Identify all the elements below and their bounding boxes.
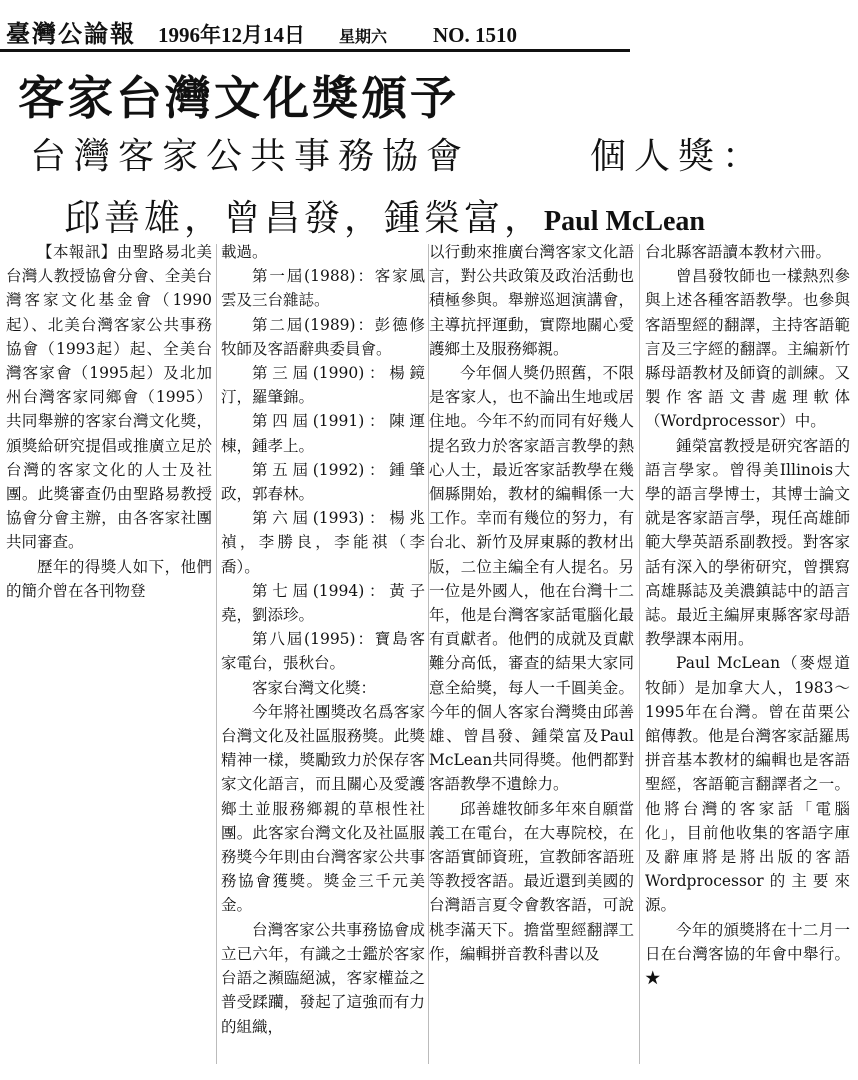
headline-winner-names: 邱善雄，曾昌發，鍾榮富， <box>64 198 545 239</box>
article-paragraph: 【本報訊】由聖路易北美台灣人教授協會分會、全美台灣客家文化基金會（1990起）、北美台灣客家公共事務協會（1993起）起、全美台灣客家會（1995起）及北加州台灣客家同鄉會（1995）共同舉辦的客家台灣文化獎，頒獎給研究提倡或推廣立足於台灣的客家文化的人士及社團。此獎審查仍由聖路易教授協會分會主辦，由各客家社團共同審查。 <box>6 243 212 552</box>
article-paragraph: 鍾榮富教授是研究客語的語言學家。曾得美Illinois大學的語言學博士，其博士論文就是客家語言學，現任高雄師範大學英語系副教授。對客家話有深入的學術研究，曾撰寫高雄縣誌及美濃鎮誌中的語言誌。最近主編屏東縣客家母語教學課本兩用。 <box>645 436 850 649</box>
award-history-item: 第二屆(1989)：彭德修牧師及客語辭典委員會。 <box>221 315 425 358</box>
article-paragraph: 今年的頒獎將在十二月一日在台灣客協的年會中舉行。★ <box>645 920 850 988</box>
column-divider <box>639 244 640 1064</box>
article-column-3 <box>429 240 634 966</box>
article-column-4 <box>645 240 850 990</box>
award-history-item: 第八屆(1995)：寶島客家電台，張秋台。 <box>221 630 425 673</box>
award-history-item: 第三屆(1990)：楊鏡汀，羅肇錦。 <box>221 364 425 407</box>
article-paragraph: 歷年的得獎人如下，他們的簡介曾在各刊物登 <box>6 557 212 600</box>
article-paragraph: 今年將社團獎改名爲客家台灣文化及社區服務獎。此獎精神一樣，獎勵致力於保存客家文化語言，而且關心及愛護鄉土並服務鄉親的草根性社團。此客家台灣文化及社區服務獎今年則由台灣客家公共事務協會獲獎。獎金三千元美金。 <box>221 702 425 915</box>
newspaper-name: 臺灣公論報 <box>6 19 136 48</box>
section-subhead: 客家台灣文化獎： <box>252 678 377 697</box>
issue-number: NO. 1510 <box>433 23 518 47</box>
article-paragraph: 曾昌發牧師也一樣熱烈參與上述各種客語教學。也參與客語聖經的翻譯，主持客語範言及三字經的翻譯。主編新竹縣母語教材及師資的訓練。又製作客語文書處理軟体（Wordprocessor）中。 <box>645 267 850 431</box>
headline-winner-latin: Paul McLean <box>544 206 706 237</box>
article-paragraph: 載過。 <box>221 243 268 261</box>
headline-main: 客家台灣文化獎頒予 <box>18 71 459 125</box>
headline-winners <box>64 190 705 241</box>
article-paragraph: 今年個人獎仍照舊，不限是客家人，也不論出生地或居住地。今年不約而同有好幾人提名致力於客家語言教學的熱心人士，最近客家話教學在幾個縣開始，教材的編輯係一大工作。幸而有幾位的努力，有台北、新竹及屏東縣的教材出版，二位主編全有人提名。另一位是外國人，他在台灣十二年，他是台灣客家話電腦化最有貢獻者。他們的成就及貢獻難分高低，審查的結果大家同意全給獎，每人一千圓美金。今年的個人客家台灣獎由邱善雄、曾昌發、鍾榮富及Paul McLean共同得獎。他們都對客語教學不遺餘力。 <box>429 364 634 794</box>
issue-weekday: 星期六 <box>339 27 388 46</box>
article-column-1 <box>6 240 212 603</box>
award-history-item: 第四屆(1991)：陳運棟，鍾孝上。 <box>221 412 425 455</box>
award-history-item: 第七屆(1994)：黃子堯，劉添珍。 <box>221 581 425 625</box>
masthead-rule <box>0 49 630 52</box>
masthead <box>6 14 518 48</box>
issue-date: 1996年12月14日 <box>158 23 305 47</box>
article-paragraph: 台灣客家公共事務協會成立已六年，有識之士鑑於客家台語之瀕臨絕滅，客家權益之普受蹂躪，發起了這強而有力的組織， <box>221 920 425 1036</box>
article-paragraph: 以行動來推廣台灣客家文化語言，對公共政策及政治活動也積極參與。舉辦巡迴演講會，主導抗抨運動，實際地關心愛護鄉土及服務鄉親。 <box>429 243 634 358</box>
headline-recipient-org: 台灣客家公共事務協會 <box>30 136 471 177</box>
article-paragraph: Paul McLean（麥煜道牧師）是加拿大人，1983～1995年在台灣。曾在苗栗公館傳教。他是台灣客家話羅馬拼音基本教材的編輯也是客語聖經，客語範言翻譯者之一。他將台灣的客家話「電腦化」，目前他收集的客語字庫及辭庫將是將出版的客語Wordprocessor的主要來源。 <box>645 654 850 915</box>
headline-individual-award: 個人獎： <box>590 136 767 177</box>
award-history-item: 第一屆(1988)：客家風雲及三台雜誌。 <box>221 267 425 310</box>
award-history-item: 第五屆(1992)：鍾肇政，郭春林。 <box>221 460 425 504</box>
article-column-2 <box>221 240 425 1039</box>
article-paragraph: 邱善雄牧師多年來自願當義工在電台，在大專院校，在客語實師資班，宣教師客語班等教授客語。最近還到美國的台灣語言夏令會教客語，可說桃李滿天下。擔當聖經翻譯工作，編輯拼音教科書以及 <box>429 799 634 963</box>
column-divider <box>216 244 217 1064</box>
article-paragraph: 台北縣客語讀本教材六冊。 <box>645 243 832 261</box>
award-history-item: 第六屆(1993)：楊兆禎，李勝良，李能祺（李喬）。 <box>221 509 425 576</box>
